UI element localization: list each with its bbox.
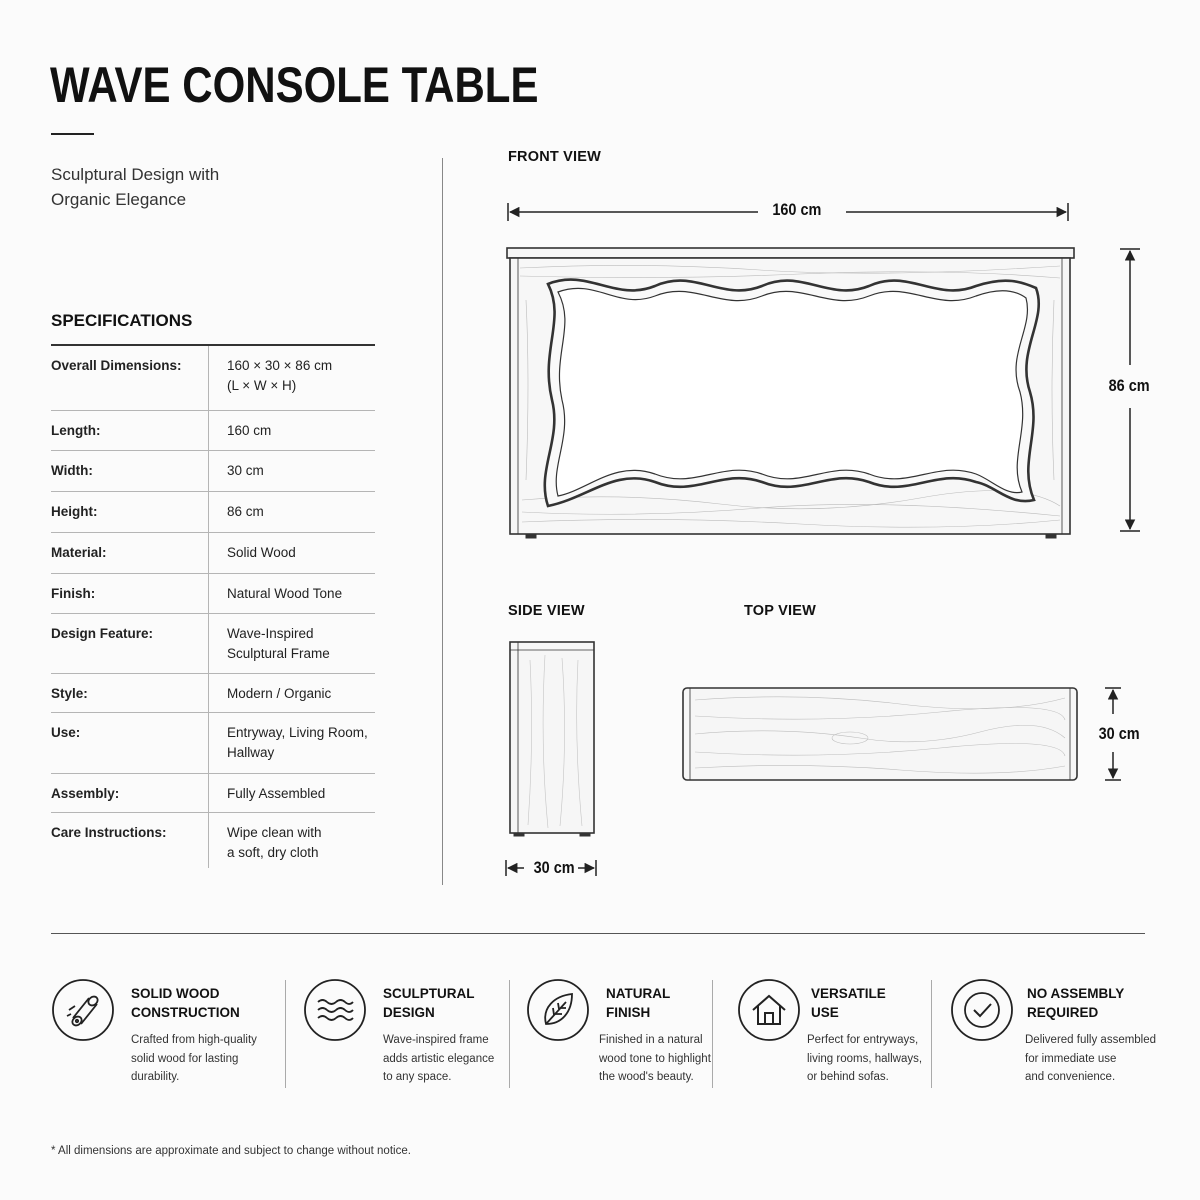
subtitle-line: Organic Elegance <box>51 190 187 209</box>
spec-value-line: (L × W × H) <box>227 378 297 393</box>
feature-desc-line: for immediate use <box>1025 1052 1117 1065</box>
spec-value-line: a soft, dry cloth <box>227 844 319 860</box>
page-title: WAVE CONSOLE TABLE <box>50 57 539 113</box>
spec-value-line: 160 cm <box>227 422 272 438</box>
spec-value-line: Wave-Inspired <box>227 625 314 641</box>
feature-title-line: NATURAL <box>606 986 671 1001</box>
front-height-dimension <box>1120 249 1140 531</box>
feature-title-line: NO ASSEMBLY <box>1027 986 1125 1001</box>
feature-desc-line: to any space. <box>383 1071 452 1083</box>
house-icon <box>737 978 801 1042</box>
feature-description <box>131 1031 281 1087</box>
spec-label: Height: <box>51 491 209 532</box>
side-view-drawing <box>510 642 594 836</box>
feature-desc-line: or behind sofas. <box>807 1071 889 1083</box>
spec-value-line: 86 cm <box>227 503 264 519</box>
spec-value-line: Fully Assembled <box>227 785 326 801</box>
feature-desc-line: wood tone to highlight <box>599 1052 711 1065</box>
feature-description <box>599 1031 724 1087</box>
feature-desc-line: living rooms, hallways, <box>807 1052 923 1065</box>
spec-value-line: Hallway <box>227 744 275 760</box>
feature-sculptural-design <box>303 978 508 1088</box>
top-view-label: TOP VIEW <box>744 603 816 619</box>
spec-value-line: Natural Wood Tone <box>227 585 343 601</box>
front-height-label: 86 cm <box>1108 376 1150 395</box>
spec-label: Design Feature: <box>51 613 209 673</box>
wood-log-icon <box>51 978 115 1042</box>
feature-desc-line: Finished in a natural <box>599 1034 703 1046</box>
feature-title <box>811 984 961 1022</box>
front-view-label: FRONT VIEW <box>508 149 602 165</box>
spec-label: Finish: <box>51 573 209 613</box>
spec-value-line: 160 × 30 × 86 cm <box>227 358 333 373</box>
spec-label: Use: <box>51 712 209 773</box>
feature-desc-line: durability. <box>131 1071 180 1083</box>
spec-value-line: Entryway, Living Room, <box>227 724 368 740</box>
feature-desc-line: and convenience. <box>1025 1071 1116 1083</box>
spec-value-line: Wipe clean with <box>227 824 322 840</box>
feature-no-assembly <box>950 978 1165 1088</box>
spec-value-line: Sculptural Frame <box>227 645 330 661</box>
feature-title <box>1027 984 1177 1022</box>
feature-description <box>383 1031 503 1087</box>
spec-label: Care Instructions: <box>51 824 167 840</box>
specifications-heading: SPECIFICATIONS <box>51 311 193 330</box>
feature-title-line: FINISH <box>606 1005 651 1020</box>
feature-title <box>131 984 281 1022</box>
spec-label: Material: <box>51 532 209 573</box>
feature-divider <box>509 980 510 1088</box>
feature-description <box>807 1031 932 1087</box>
side-depth-label: 30 cm <box>533 858 575 877</box>
feature-desc-line: Wave-inspired frame <box>383 1034 489 1046</box>
footnote: * All dimensions are approximate and subject to change without notice. <box>51 1145 411 1157</box>
feature-divider <box>712 980 713 1088</box>
side-view-label: SIDE VIEW <box>508 603 585 619</box>
front-view-drawing <box>507 248 1074 538</box>
spec-value-line: 30 cm <box>227 462 264 478</box>
feature-title-line: SOLID WOOD <box>131 986 220 1001</box>
feature-description <box>1025 1031 1165 1087</box>
spec-value-line: Modern / Organic <box>227 685 332 701</box>
spec-value-line: Solid Wood <box>227 544 296 560</box>
feature-desc-line: solid wood for lasting <box>131 1052 239 1065</box>
feature-natural-finish <box>526 978 716 1088</box>
feature-desc-line: Crafted from high-quality <box>131 1034 257 1046</box>
feature-desc-line: adds artistic elegance <box>383 1052 495 1065</box>
feature-desc-line: Delivered fully assembled <box>1025 1034 1157 1046</box>
section-divider <box>51 933 1145 934</box>
top-view-drawing <box>683 688 1077 780</box>
front-width-dimension <box>508 203 1068 221</box>
subtitle-line: Sculptural Design with <box>51 165 220 184</box>
waves-icon <box>303 978 367 1042</box>
spec-label: Overall Dimensions: <box>51 346 209 410</box>
feature-title <box>383 984 533 1022</box>
feature-title-line: USE <box>811 1005 839 1020</box>
feature-divider <box>931 980 932 1088</box>
feature-title-line: REQUIRED <box>1027 1005 1099 1020</box>
front-width-label: 160 cm <box>772 200 822 219</box>
feature-desc-line: the wood's beauty. <box>599 1071 694 1083</box>
feature-title-line: VERSATILE <box>811 986 886 1001</box>
feature-desc-line: Perfect for entryways, <box>807 1034 919 1046</box>
leaf-icon <box>526 978 590 1042</box>
spec-label: Assembly: <box>51 773 209 812</box>
feature-title-line: CONSTRUCTION <box>131 1005 240 1020</box>
feature-title-line: SCULPTURAL <box>383 986 475 1001</box>
feature-title-line: DESIGN <box>383 1005 435 1020</box>
spec-label: Length: <box>51 410 209 450</box>
top-depth-label: 30 cm <box>1098 724 1140 743</box>
feature-title <box>606 984 756 1022</box>
check-circle-icon <box>950 978 1014 1042</box>
spec-label: Width: <box>51 450 209 491</box>
spec-label: Style: <box>51 673 209 712</box>
feature-divider <box>285 980 286 1088</box>
feature-versatile-use <box>737 978 937 1088</box>
feature-solid-wood <box>51 978 281 1088</box>
